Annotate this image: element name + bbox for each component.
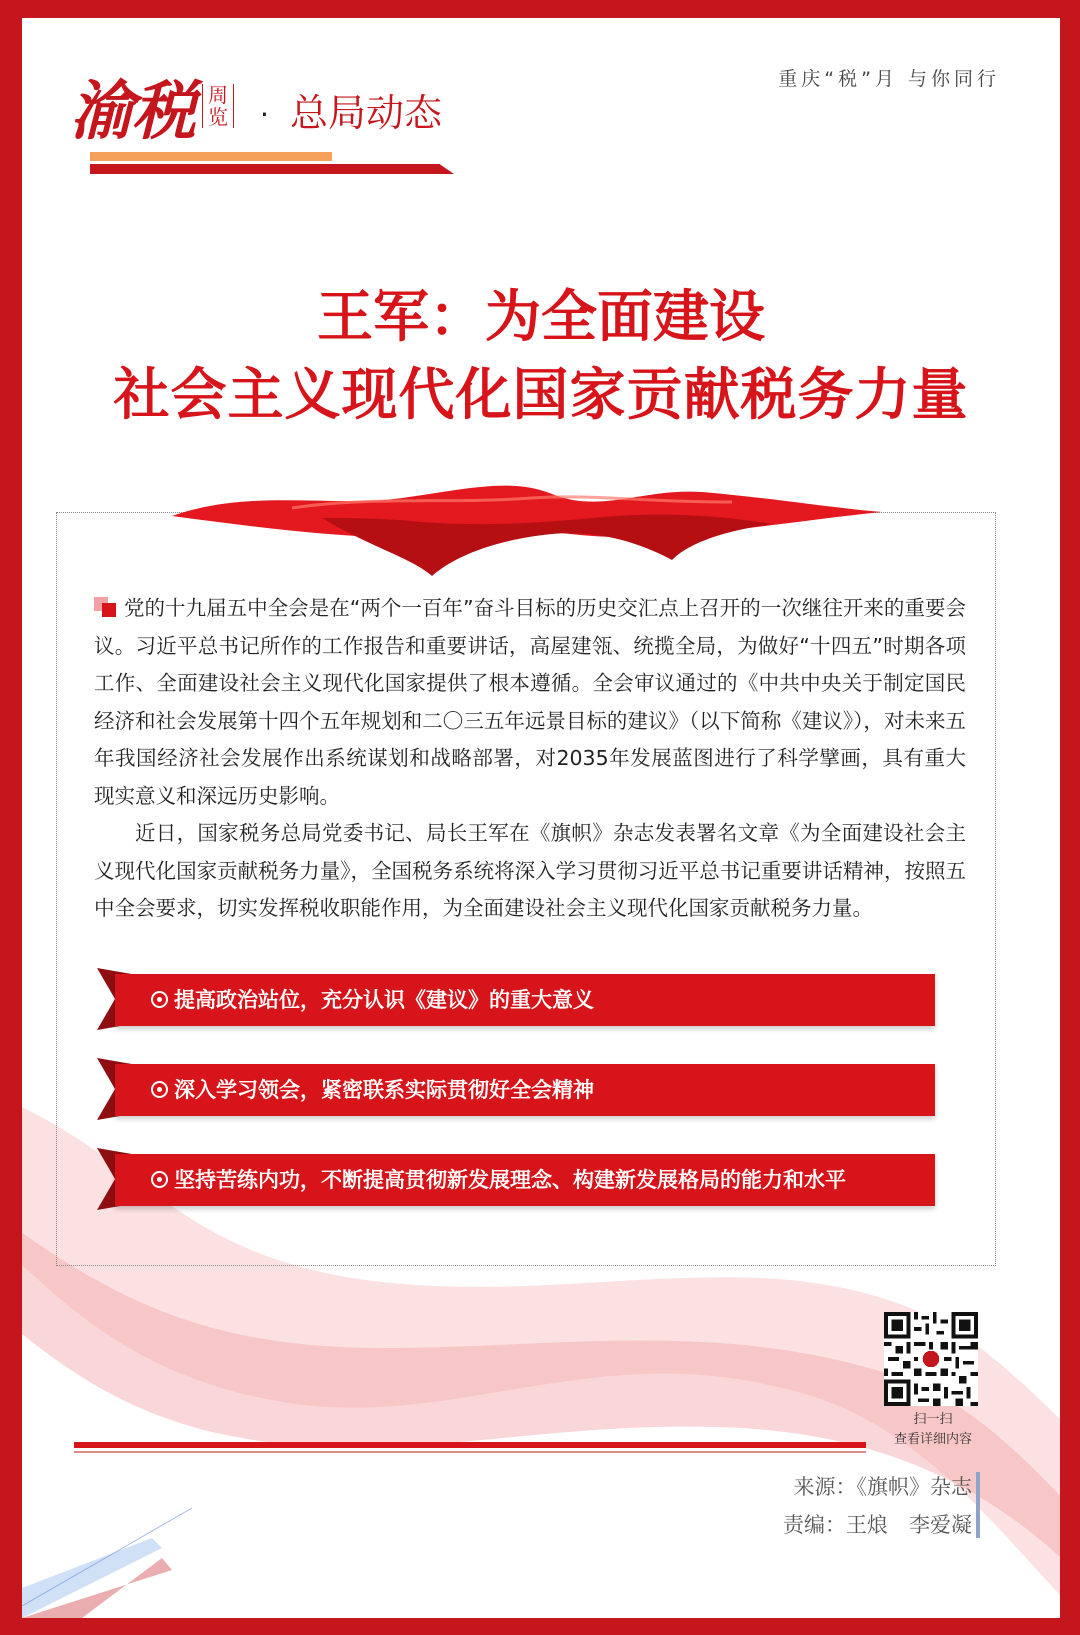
key-point-3 <box>97 1154 935 1210</box>
brand-subtitle: 周览 <box>202 84 234 128</box>
point-2-text: 深入学习领会，紧密联系实际贯彻好全会精神 <box>174 1078 594 1102</box>
credits <box>783 1468 972 1544</box>
section-name: 总局动态 <box>290 91 443 135</box>
poster-page <box>22 18 1060 1618</box>
target-icon <box>151 1171 168 1188</box>
point-bar <box>115 1154 935 1206</box>
logo-underline-red <box>90 164 454 174</box>
source-line: 来源：《旗帜》杂志 <box>793 1475 972 1499</box>
corner-decoration <box>22 1498 222 1618</box>
article-title <box>22 280 1060 436</box>
paragraph-1 <box>94 590 966 815</box>
point-bar <box>115 1064 935 1116</box>
footer-divider <box>74 1442 866 1448</box>
credits-accent-bar <box>976 1472 980 1538</box>
article-body <box>94 590 966 928</box>
logo-underline-orange <box>90 152 332 161</box>
paragraph-1-text: 党的十九届五中全会是在“两个一百年”奋斗目标的历史交汇点上召开的一次继往开来的重要会议。习近平总书记所作的工作报告和重要讲话，高屋建瓴、统揽全局，为做好“十四五”时期各项工作、全面建设社会主义现代化国家提供了根本遵循。全会审议通过的《中共中央关于制定国民经济和社会发展第十四个五年规划和二〇三五年远景目标的建议》（以下简称《建议》），对未来五年我国经济社会发展作出系统谋划和战略部署，对2035年发展蓝图进行了科学擘画，具有重大现实意义和深远历史影响。 <box>94 596 966 808</box>
paragraph-marker-icon <box>94 597 120 617</box>
qr-code[interactable] <box>884 1312 978 1406</box>
point-bar <box>115 974 935 1026</box>
point-3-text: 坚持苦练内功，不断提高贯彻新发展理念、构建新发展格局的能力和水平 <box>174 1168 846 1192</box>
footer-divider-thin <box>74 1451 866 1453</box>
masthead-logo <box>70 46 490 186</box>
key-point-1 <box>97 974 935 1030</box>
title-line-2: 社会主义现代化国家贡献税务力量 <box>113 363 969 428</box>
title-line-1: 王军：为全面建设 <box>317 285 765 350</box>
paragraph-2: 近日，国家税务总局党委书记、局长王军在《旗帜》杂志发表署名文章《为全面建设社会主义现代化国家贡献税务力量》，全国税务系统将深入学习贯彻习近平总书记重要讲话精神，按照五中全会要求，切实发挥税收职能作用，为全面建设社会主义现代化国家贡献税务力量。 <box>94 821 966 920</box>
qr-caption <box>858 1410 1008 1450</box>
red-silk-banner-image <box>172 468 882 578</box>
qr-caption-line-2: 查看详细内容 <box>893 1432 972 1447</box>
point-1-text: 提高政治站位，充分认识《建议》的重大意义 <box>174 988 594 1012</box>
brand-name: 渝税 <box>70 74 194 149</box>
qr-caption-line-1: 扫一扫 <box>913 1412 953 1427</box>
key-point-2 <box>97 1064 935 1120</box>
separator-dot: · <box>260 98 269 131</box>
target-icon <box>151 1081 168 1098</box>
slogan: 重庆“税”月 与你同行 <box>778 68 1000 90</box>
editor-line: 责编：王烺 李爱凝 <box>783 1513 972 1537</box>
target-icon <box>151 991 168 1008</box>
